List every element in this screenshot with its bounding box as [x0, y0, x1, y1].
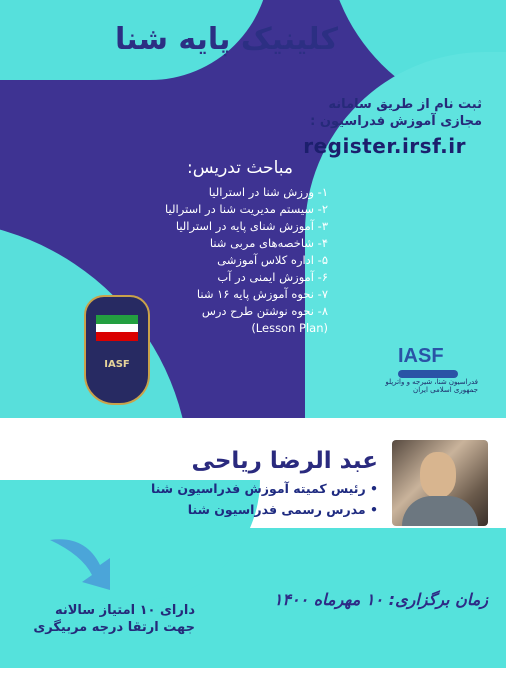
bottom-edge: [0, 668, 506, 677]
instructor-photo: [392, 440, 488, 526]
topic-item: ۳- آموزش شنای پایه در استرالیا: [175, 219, 328, 233]
topic-item: ۱- ورزش شنا در استرالیا: [208, 185, 328, 199]
wave-icon: [398, 370, 458, 378]
flag-icon: [96, 315, 138, 341]
topic-item: ۲- سیستم مدیریت شنا در استرالیا: [165, 202, 328, 216]
topic-item: ۶- آموزش ایمنی در آب: [217, 270, 328, 284]
instructor-role-1: • رئیس کمیته آموزش فدراسیون شنا: [150, 481, 378, 496]
curved-arrow-icon: [40, 530, 130, 600]
photo-head: [420, 452, 456, 498]
photo-body: [402, 496, 478, 526]
score-line-2: جهت ارتقا درجه مربیگری: [33, 620, 195, 635]
topic-item: ۸- نحوه نوشتن طرح درس: [201, 304, 328, 318]
topic-item: ۵- اداره کلاس آموزشی: [217, 253, 328, 267]
registration-line-2: مجازی آموزش فدراسیون :: [310, 114, 482, 129]
topics-title: مباحث تدریس:: [186, 158, 293, 178]
instructor-role-2: • مدرس رسمی فدراسیون شنا: [187, 502, 378, 517]
poster-title: کلینیک پایه شنا: [114, 22, 338, 57]
topic-item: ۴- شاخصه‌های مربی شنا: [209, 236, 328, 250]
iasf-wordmark: IASF: [398, 345, 444, 367]
registration-link[interactable]: register.irsf.ir: [303, 134, 466, 158]
iasf-caption-2: جمهوری اسلامی ایران: [413, 386, 478, 394]
badge-label: IASF: [104, 359, 130, 370]
topic-item: (Lesson Plan): [251, 321, 328, 335]
score-line-1: دارای ۱۰ امتیاز سالانه: [54, 603, 195, 618]
federation-badge-logo: [84, 295, 150, 405]
iasf-logo: [385, 345, 478, 394]
instructor-name: عبد الرضا ریاحی: [191, 448, 378, 474]
iasf-caption-1: فدراسیون شنا، شیرجه و واترپلو: [385, 378, 478, 386]
registration-line-1: ثبت نام از طریق سامانه: [328, 97, 482, 112]
topic-item: ۷- نحوه آموزش پایه ۱۶ شنا: [196, 287, 328, 301]
event-date: زمان برگزاری: ۱۰ مهرماه ۱۴۰۰: [273, 590, 488, 609]
